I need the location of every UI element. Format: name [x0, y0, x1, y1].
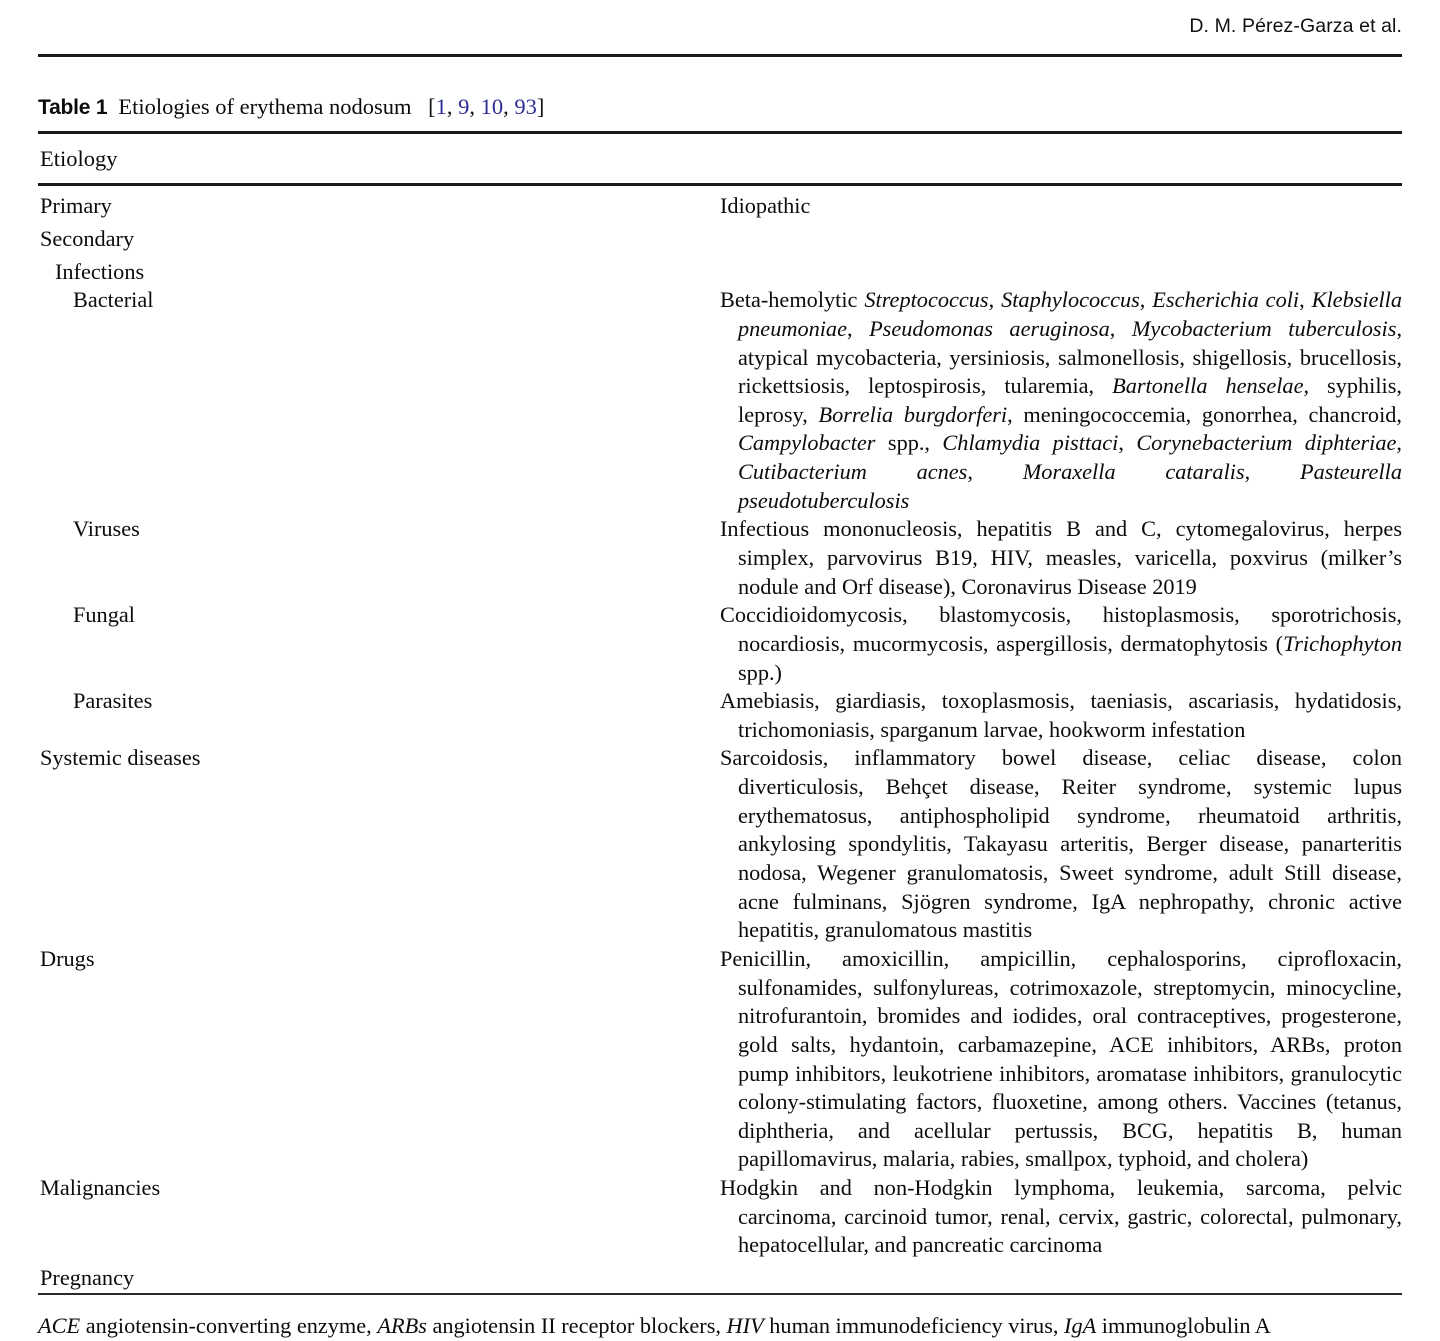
species-name: Trichophyton: [1283, 630, 1402, 656]
etiology-label-cell: [38, 744, 720, 944]
running-head: [38, 0, 1402, 52]
etiology-label: Parasites: [73, 688, 153, 714]
table-row: [38, 1174, 1402, 1260]
species-name: Bartonella henselae: [1112, 373, 1304, 399]
etiology-label: Pregnancy: [40, 1265, 135, 1291]
etiology-description-cell: [720, 515, 1402, 601]
etiology-label-cell: [38, 1174, 720, 1260]
table-caption-text: Etiologies of erythema nodosum: [118, 94, 412, 119]
table-row: [38, 286, 1402, 515]
etiology-description: Infectious mononucleosis, hepatitis B and C, cytomegalovirus, herpes simplex, parvovirus B19, HIV, measles, varicella, poxvirus (milker’s nodule and Orf disease), Coronavirus Disease 2019: [720, 516, 1402, 599]
etiology-description: Idiopathic: [720, 193, 811, 219]
etiology-description: Coccidioidomycosis, blastomycosis, histoplasmosis, sporotrichosis, nocardiosis, mucormycosis, aspergillosis, dermatophytosis (Trichophyton spp.): [720, 602, 1402, 685]
species-name: Klebsiella pneumoniae: [738, 287, 1403, 341]
etiology-label: Primary: [40, 193, 112, 219]
etiology-description-cell: [720, 687, 1402, 744]
etiology-label-cell: [38, 687, 720, 744]
etiology-label-cell: [38, 601, 720, 687]
table-bottom-rule: [38, 1293, 1402, 1295]
citation-link[interactable]: 10: [480, 94, 504, 119]
species-name: Moraxella cataralis: [1022, 459, 1245, 485]
running-head-authors: D. M. Pérez-Garza et al.: [1189, 14, 1402, 37]
species-name: Chlamydia pisttaci: [942, 430, 1119, 456]
etiology-label-cell: [38, 515, 720, 601]
etiology-description-cell: [720, 1260, 1402, 1293]
table-number: Table 1: [38, 96, 108, 119]
etiology-description-cell: [720, 221, 1402, 254]
table-row: [38, 221, 1402, 254]
abbreviation-term: IgA: [1064, 1312, 1097, 1338]
species-name: Campylobacter: [738, 430, 876, 456]
abbreviation-term: ACE: [38, 1312, 81, 1338]
table-row: [38, 945, 1402, 1174]
species-name: Corynebacterium diphteriae: [1136, 430, 1397, 456]
etiology-label-cell: [38, 254, 720, 287]
etiologies-table-body: [38, 186, 1402, 1292]
species-name: Staphylococcus: [1001, 287, 1140, 313]
abbreviation-definition: angiotensin II receptor blockers,: [426, 1312, 727, 1338]
abbreviation-definition: angiotensin-converting enzyme,: [80, 1312, 378, 1338]
table-row: [38, 515, 1402, 601]
etiology-description-cell: [720, 286, 1402, 515]
etiology-description: Hodgkin and non-Hodgkin lymphoma, leukemia, sarcoma, pelvic carcinoma, carcinoid tumor, renal, cervix, gastric, colorectal, pulmonary, hepatocellular, and pancreatic carcinoma: [720, 1175, 1402, 1258]
table-caption: [38, 93, 1402, 120]
etiology-description-cell: [720, 192, 1402, 221]
species-name: Escherichia coli: [1152, 287, 1300, 313]
etiology-label-cell: [38, 192, 720, 221]
etiology-label-cell: [38, 286, 720, 515]
etiology-label: Systemic diseases: [40, 745, 201, 771]
abbreviation-term: ARBs: [377, 1312, 427, 1338]
etiology-description-cell: [720, 945, 1402, 1174]
etiology-description: Penicillin, amoxicillin, ampicillin, cephalosporins, ciprofloxacin, sulfonamides, sulfonylureas, cotrimoxazole, streptomycin, minocycline, nitrofurantoin, bromides and iodides, oral contraceptives, progesterone, gold salts, hydantoin, carbamazepine, ACE inhibitors, ARBs, proton pump inhibitors, leukotriene inhibitors, aromatase inhibitors, granulocytic colony-stimulating factors, fluoxetine, among others. Vaccines (tetanus, diphtheria, and acellular pertussis, BCG, hepatitis B, human papillomavirus, malaria, rabies, smallpox, typhoid, and cholera): [720, 945, 1402, 1172]
running-head-rule: [38, 54, 1402, 57]
etiology-description-cell: [720, 1174, 1402, 1260]
etiology-label: Malignancies: [40, 1175, 161, 1201]
table-row: [38, 254, 1402, 287]
citation-link[interactable]: 1: [435, 94, 447, 119]
abbreviation-term: HIV: [726, 1312, 764, 1338]
citation-link[interactable]: 9: [458, 94, 470, 119]
etiology-label: Drugs: [40, 945, 95, 971]
etiology-label-cell: [38, 945, 720, 1174]
etiology-label-cell: [38, 221, 720, 254]
etiology-label: Infections: [55, 258, 145, 284]
etiology-label: Viruses: [73, 516, 140, 542]
table-row: [38, 1260, 1402, 1293]
species-name: Cutibacterium acnes: [738, 459, 968, 485]
etiology-label-cell: [38, 1260, 720, 1293]
table-caption-citations[interactable]: [1, 9, 10, 93]: [422, 94, 545, 119]
etiology-description-cell: [720, 601, 1402, 687]
etiology-description: Beta-hemolytic Streptococcus, Staphylococcus, Escherichia coli, Klebsiella pneumoniae, Pseudomonas aeruginosa, Mycobacterium tuberculosis, atypical mycobacteria, yersiniosis, salmonellosis, shigellosis, brucellosis, rickettsiosis, leptospirosis, tularemia, Bartonella henselae, syphilis, leprosy, Borrelia burgdorferi, meningococcemia, gonorrhea, chancroid, Campylobacter spp., Chlamydia pisttaci, Corynebacterium diphteriae, Cutibacterium acnes, Moraxella cataralis, Pasteurella pseudotuberculosis: [720, 287, 1403, 513]
etiologies-table: [38, 186, 1402, 1292]
table-row: [38, 601, 1402, 687]
etiology-description-cell: [720, 254, 1402, 287]
etiology-label: Bacterial: [73, 287, 154, 313]
table-row: [38, 192, 1402, 221]
species-name: Mycobacterium tuberculosis: [1131, 315, 1397, 341]
table-row: [38, 687, 1402, 744]
etiology-description: Amebiasis, giardiasis, toxoplasmosis, taeniasis, ascariasis, hydatidosis, trichomoniasis, sparganum larvae, hookworm infestation: [720, 688, 1402, 742]
species-name: Streptococcus: [864, 287, 989, 313]
etiology-description-cell: [720, 744, 1402, 944]
citation-link[interactable]: 93: [514, 94, 537, 119]
etiology-label: Fungal: [73, 602, 135, 628]
species-name: Pseudomonas aeruginosa: [869, 315, 1110, 341]
abbreviation-definition: human immunodeficiency virus,: [763, 1312, 1065, 1338]
species-name: Borrelia burgdorferi: [818, 401, 1008, 427]
table-row: [38, 744, 1402, 944]
etiology-description: Sarcoidosis, inflammatory bowel disease, celiac disease, colon diverticulosis, Behçet disease, Reiter syndrome, systemic lupus erythematosus, antiphospholipid syndrome, rheumatoid arthritis, ankylosing spondylitis, Takayasu arteritis, Berger disease, panarteritis nodosa, Wegener granulomatosis, Sweet syndrome, adult Still disease, acne fulminans, Sjögren syndrome, IgA nephropathy, chronic active hepatitis, granulomatous mastitis: [720, 745, 1402, 943]
species-name: Pasteurella pseudotuberculosis: [738, 459, 1402, 513]
table-footnote: [38, 1312, 1402, 1341]
table-column-header: Etiology: [40, 146, 118, 172]
etiology-label: Secondary: [40, 225, 135, 251]
abbreviation-definition: immunoglobulin A: [1096, 1312, 1271, 1338]
